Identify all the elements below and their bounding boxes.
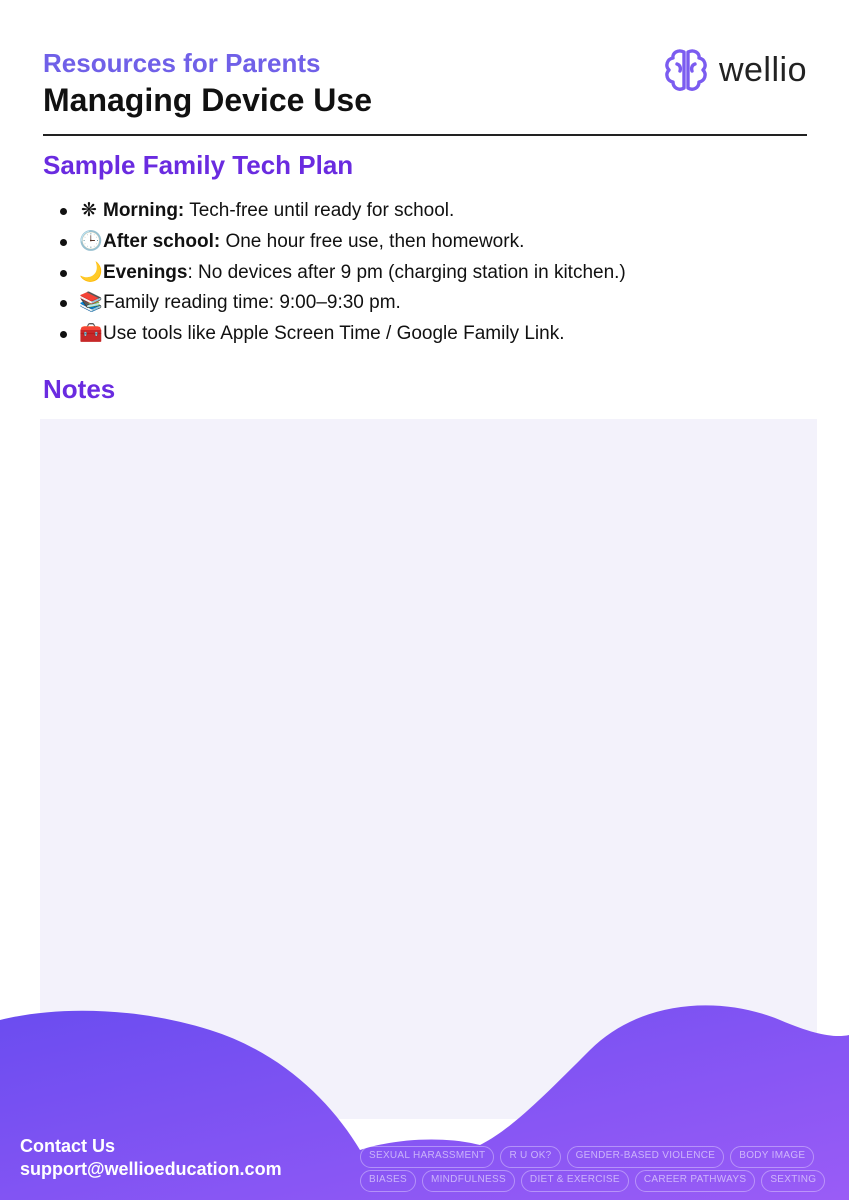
item-text: Use tools like Apple Screen Time / Google Family Link. bbox=[103, 323, 565, 345]
topics-row-1 bbox=[360, 1146, 814, 1168]
brain-logo-icon bbox=[661, 45, 711, 95]
list-item bbox=[43, 227, 803, 258]
topic-pill: R U OK? bbox=[500, 1146, 560, 1168]
contact-email-link[interactable]: support@wellioeducation.com bbox=[20, 1159, 282, 1179]
topic-pill: SEXTING bbox=[761, 1170, 825, 1192]
resources-kicker: Resources for Parents bbox=[43, 48, 321, 78]
toolbox-icon: 🧰 bbox=[79, 323, 103, 345]
topic-pill: MINDFULNESS bbox=[422, 1170, 515, 1192]
contact-label: Contact Us bbox=[20, 1136, 116, 1156]
topic-pill: BODY IMAGE bbox=[730, 1146, 814, 1168]
item-label: Morning: bbox=[103, 200, 185, 221]
list-item bbox=[43, 319, 803, 350]
books-icon: 📚 bbox=[79, 292, 103, 314]
logo-wordmark: wellio bbox=[718, 50, 807, 89]
sun-icon: ❋ bbox=[81, 200, 97, 221]
item-label: After school: bbox=[103, 230, 221, 252]
moon-icon: 🌙 bbox=[79, 261, 103, 283]
plan-heading: Sample Family Tech Plan bbox=[43, 150, 354, 180]
clock-icon: 🕒 bbox=[79, 230, 103, 252]
item-text: Tech-free until ready for school. bbox=[184, 200, 455, 221]
topic-pill: CAREER PATHWAYS bbox=[635, 1170, 755, 1192]
item-text: Family reading time: 9:00–9:30 pm. bbox=[103, 292, 401, 314]
topic-pill: GENDER-BASED VIOLENCE bbox=[567, 1146, 725, 1168]
contact-block bbox=[20, 1135, 282, 1181]
list-item bbox=[43, 258, 803, 289]
list-item bbox=[43, 196, 803, 227]
topic-pill: BIASES bbox=[360, 1170, 416, 1192]
topics-row-2 bbox=[360, 1170, 825, 1192]
topic-pill: SEXUAL HARASSMENT bbox=[360, 1146, 494, 1168]
wellio-logo bbox=[661, 44, 807, 96]
header-divider bbox=[43, 134, 807, 136]
plan-list bbox=[43, 196, 803, 350]
topic-pill: DIET & EXERCISE bbox=[521, 1170, 629, 1192]
item-text: One hour free use, then homework. bbox=[220, 230, 525, 252]
notes-heading: Notes bbox=[43, 374, 116, 404]
list-item bbox=[43, 288, 803, 319]
page-title: Managing Device Use bbox=[43, 82, 372, 118]
item-label: Evenings bbox=[103, 261, 188, 283]
item-text: : No devices after 9 pm (charging station in kitchen.) bbox=[187, 261, 626, 283]
